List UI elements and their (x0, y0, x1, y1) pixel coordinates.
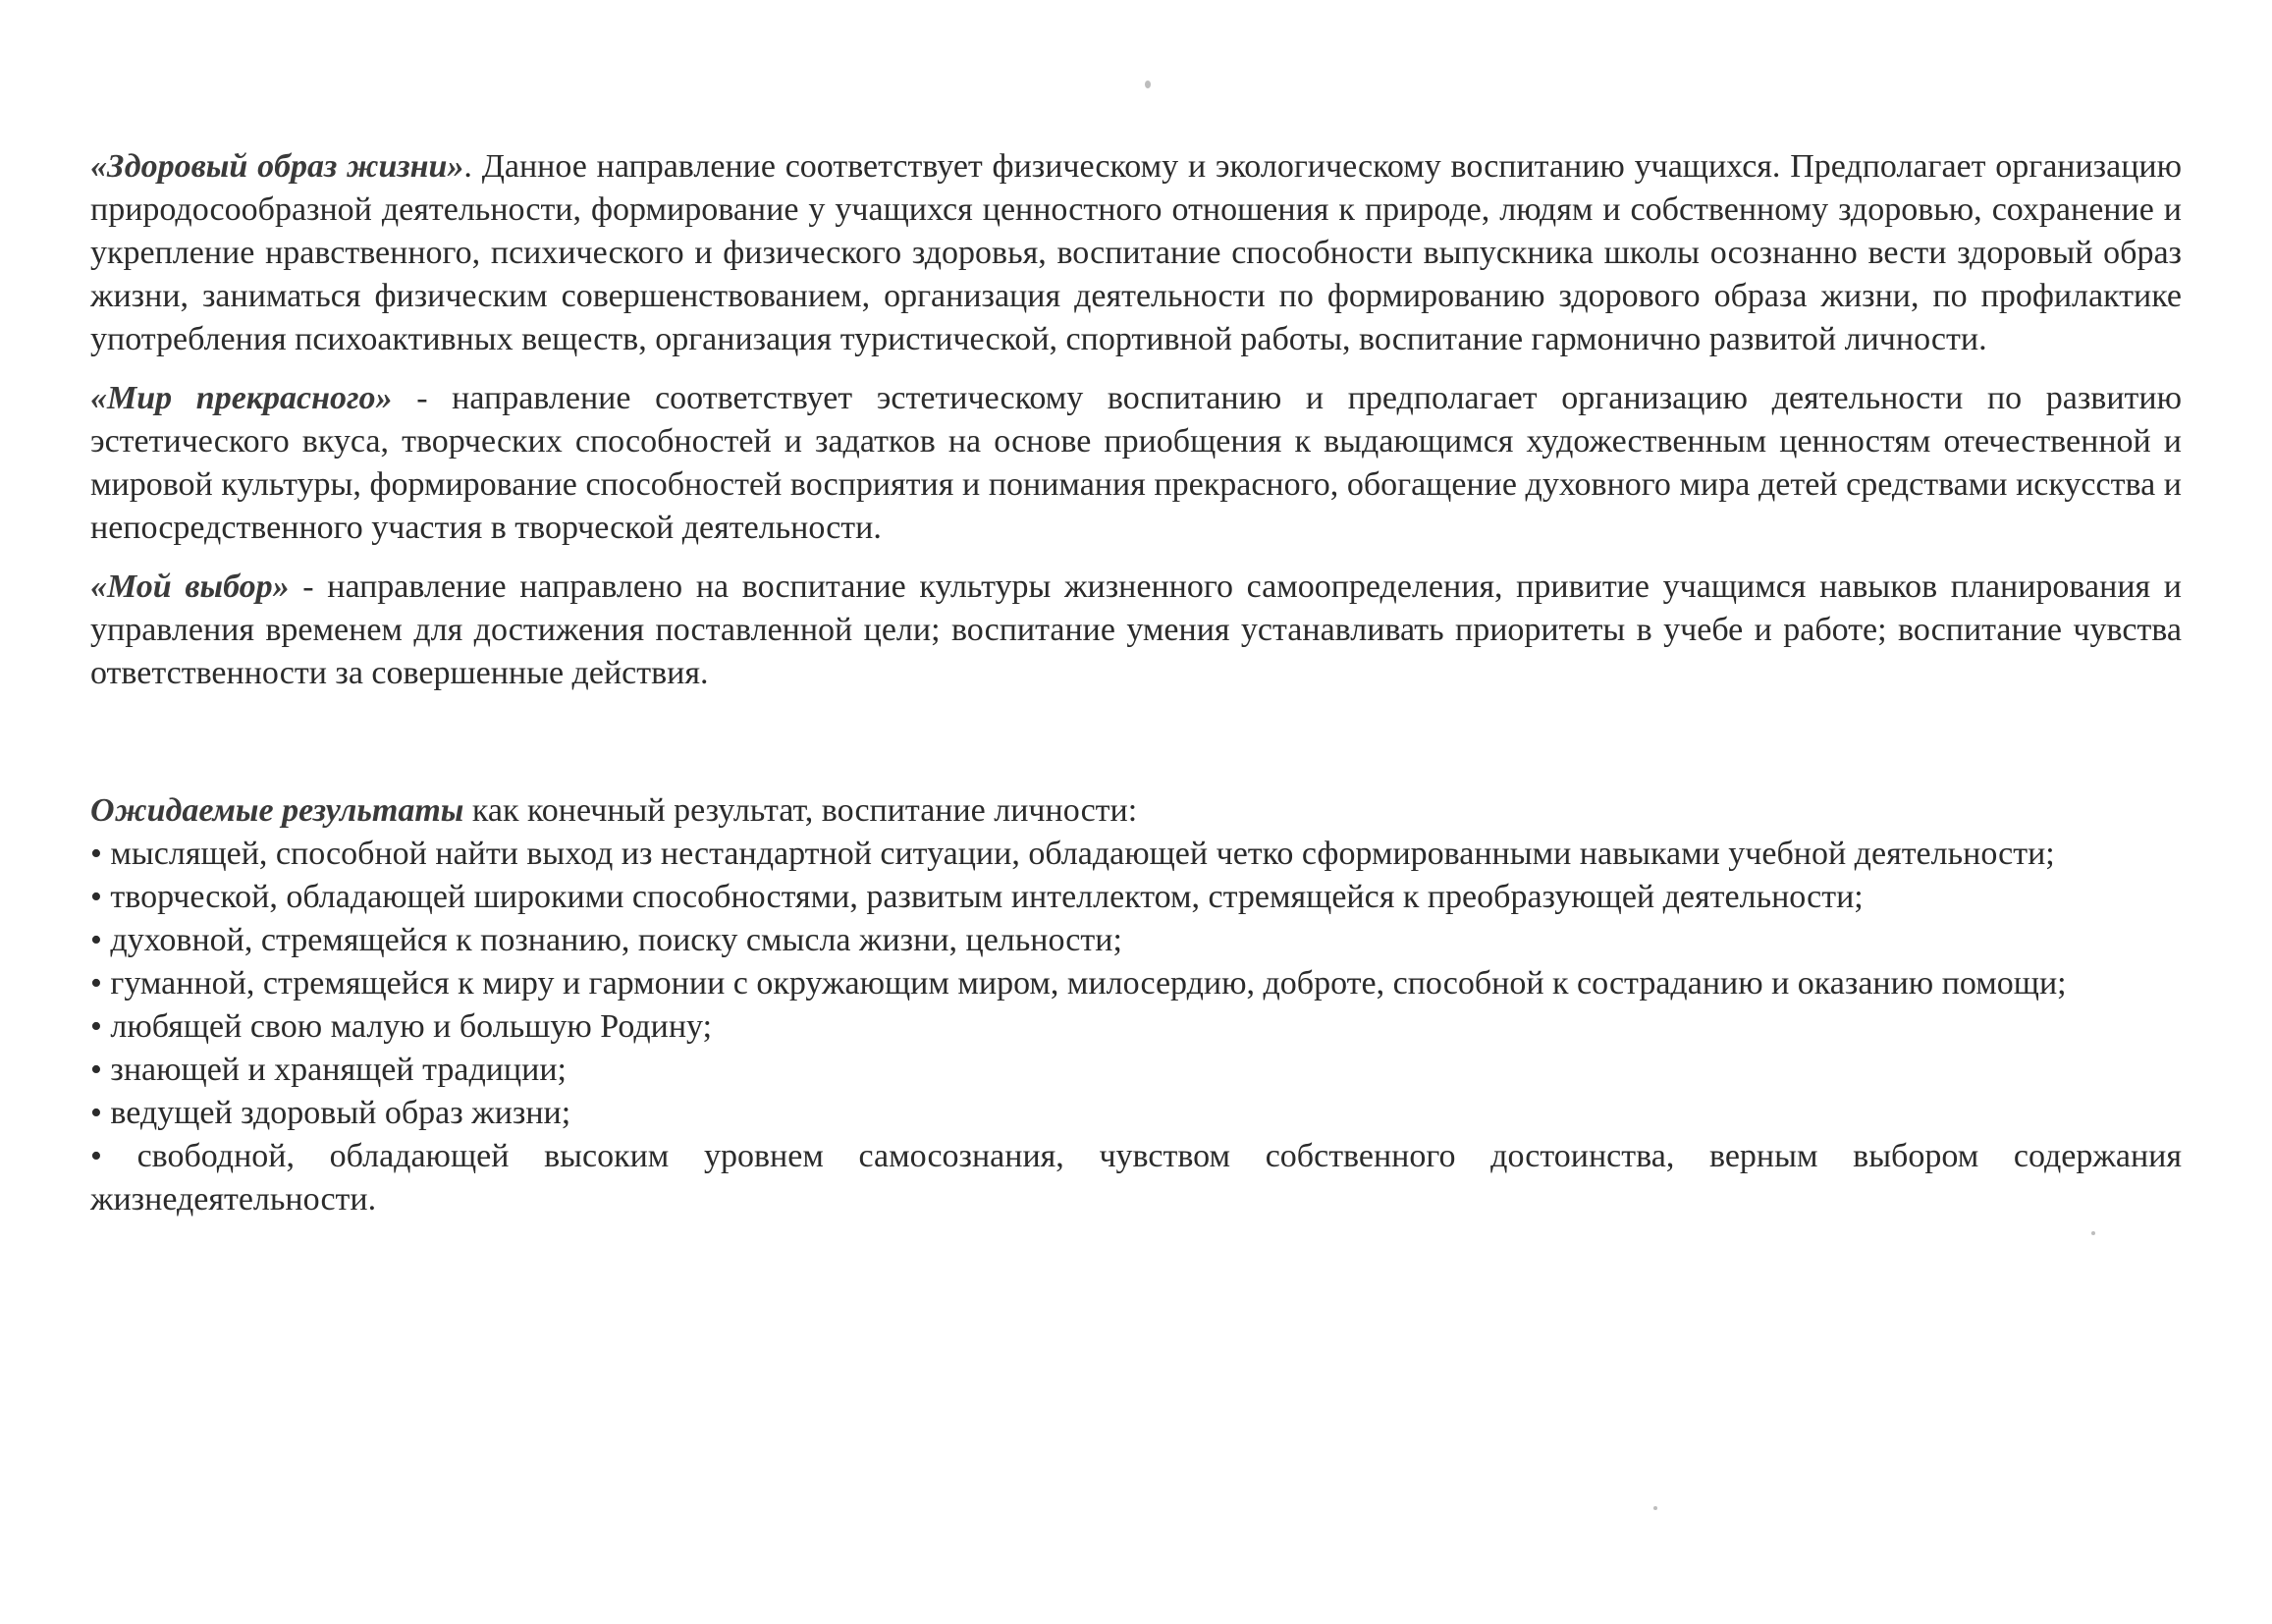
scan-speck (1653, 1506, 1657, 1510)
bullet-icon: • (90, 1095, 102, 1131)
section-title: «Мир прекрасного» (90, 380, 393, 416)
section-text: направление направлено на воспитание культуры жизненного самоопределения, привитие учащимся навыков планирования и управления временем для достижения поставленной цели; воспитание умения устанавливать приоритеты в учебе и работе; воспитание чувства ответственности за совершенные действия. (90, 568, 2182, 691)
document-page (90, 145, 2182, 1221)
results-intro (90, 789, 2182, 833)
list-item (90, 1092, 2182, 1135)
bullet-icon: • (90, 1052, 102, 1088)
list-item-text: знающей и хранящей традиции; (110, 1052, 567, 1088)
list-item-text: ведущей здоровый образ жизни; (110, 1095, 571, 1131)
list-item (90, 1135, 2182, 1221)
list-item-text: творческой, обладающей широкими способностями, развитым интеллектом, стремящейся к преобразующей деятельности; (110, 879, 1864, 915)
bullet-icon: • (90, 1008, 102, 1045)
scan-speck (2091, 1231, 2095, 1235)
bullet-icon: • (90, 836, 102, 872)
section-separator: - (392, 380, 453, 416)
scan-speck (1145, 81, 1151, 88)
list-item (90, 876, 2182, 919)
section-title: «Мой выбор» (90, 568, 290, 605)
list-item (90, 1005, 2182, 1049)
bullet-icon: • (90, 1138, 102, 1174)
bullet-icon: • (90, 879, 102, 915)
section-separator: . (463, 148, 482, 185)
list-item-text: мыслящей, способной найти выход из нестандартной ситуации, обладающей четко сформированными навыками учебной деятельности; (110, 836, 2055, 872)
section-my-choice (90, 566, 2182, 695)
bullet-icon: • (90, 965, 102, 1001)
section-separator: - (289, 568, 328, 605)
expected-results (90, 789, 2182, 1221)
section-world-of-beauty (90, 377, 2182, 550)
section-title: «Здоровый образ жизни» (90, 148, 464, 185)
list-item-text: любящей свою малую и большую Родину; (110, 1008, 713, 1045)
list-item-text: свободной, обладающей высоким уровнем самосознания, чувством собственного достоинства, верным выбором содержания жизнедеятельности. (90, 1138, 2182, 1218)
list-item (90, 962, 2182, 1005)
results-title: Ожидаемые результаты (90, 792, 464, 829)
section-text: Данное направление соответствует физическому и экологическому воспитанию учащихся. Предполагает организацию природосообразной деятельности, формирование у учащихся ценностного отношения к природе, людям и собственному здоровью, сохранение и укрепление нравственного, психического и физического здоровья, воспитание способности выпускника школы осознанно вести здоровый образ жизни, заниматься физическим совершенствованием, организация деятельности по формированию здорового образа жизни, по профилактике употребления психоактивных веществ, организация туристической, спортивной работы, воспитание гармонично развитой личности. (90, 148, 2182, 357)
list-item (90, 1049, 2182, 1092)
list-item (90, 833, 2182, 876)
results-intro-text: как конечный результат, воспитание личности: (463, 792, 1138, 829)
section-healthy-lifestyle (90, 145, 2182, 361)
bullet-icon: • (90, 922, 102, 958)
section-text: направление соответствует эстетическому воспитанию и предполагает организацию деятельности по развитию эстетического вкуса, творческих способностей и задатков на основе приобщения к выдающимся художественным ценностям отечественной и мировой культуры, формирование способностей восприятия и понимания прекрасного, обогащение духовного мира детей средствами искусства и непосредственного участия в творческой деятельности. (90, 380, 2183, 546)
list-item (90, 919, 2182, 962)
results-list (90, 833, 2182, 1221)
list-item-text: духовной, стремящейся к познанию, поиску смысла жизни, цельности; (110, 922, 1122, 958)
list-item-text: гуманной, стремящейся к миру и гармонии с окружающим миром, милосердию, доброте, способной к состраданию и оказанию помощи; (110, 965, 2067, 1001)
